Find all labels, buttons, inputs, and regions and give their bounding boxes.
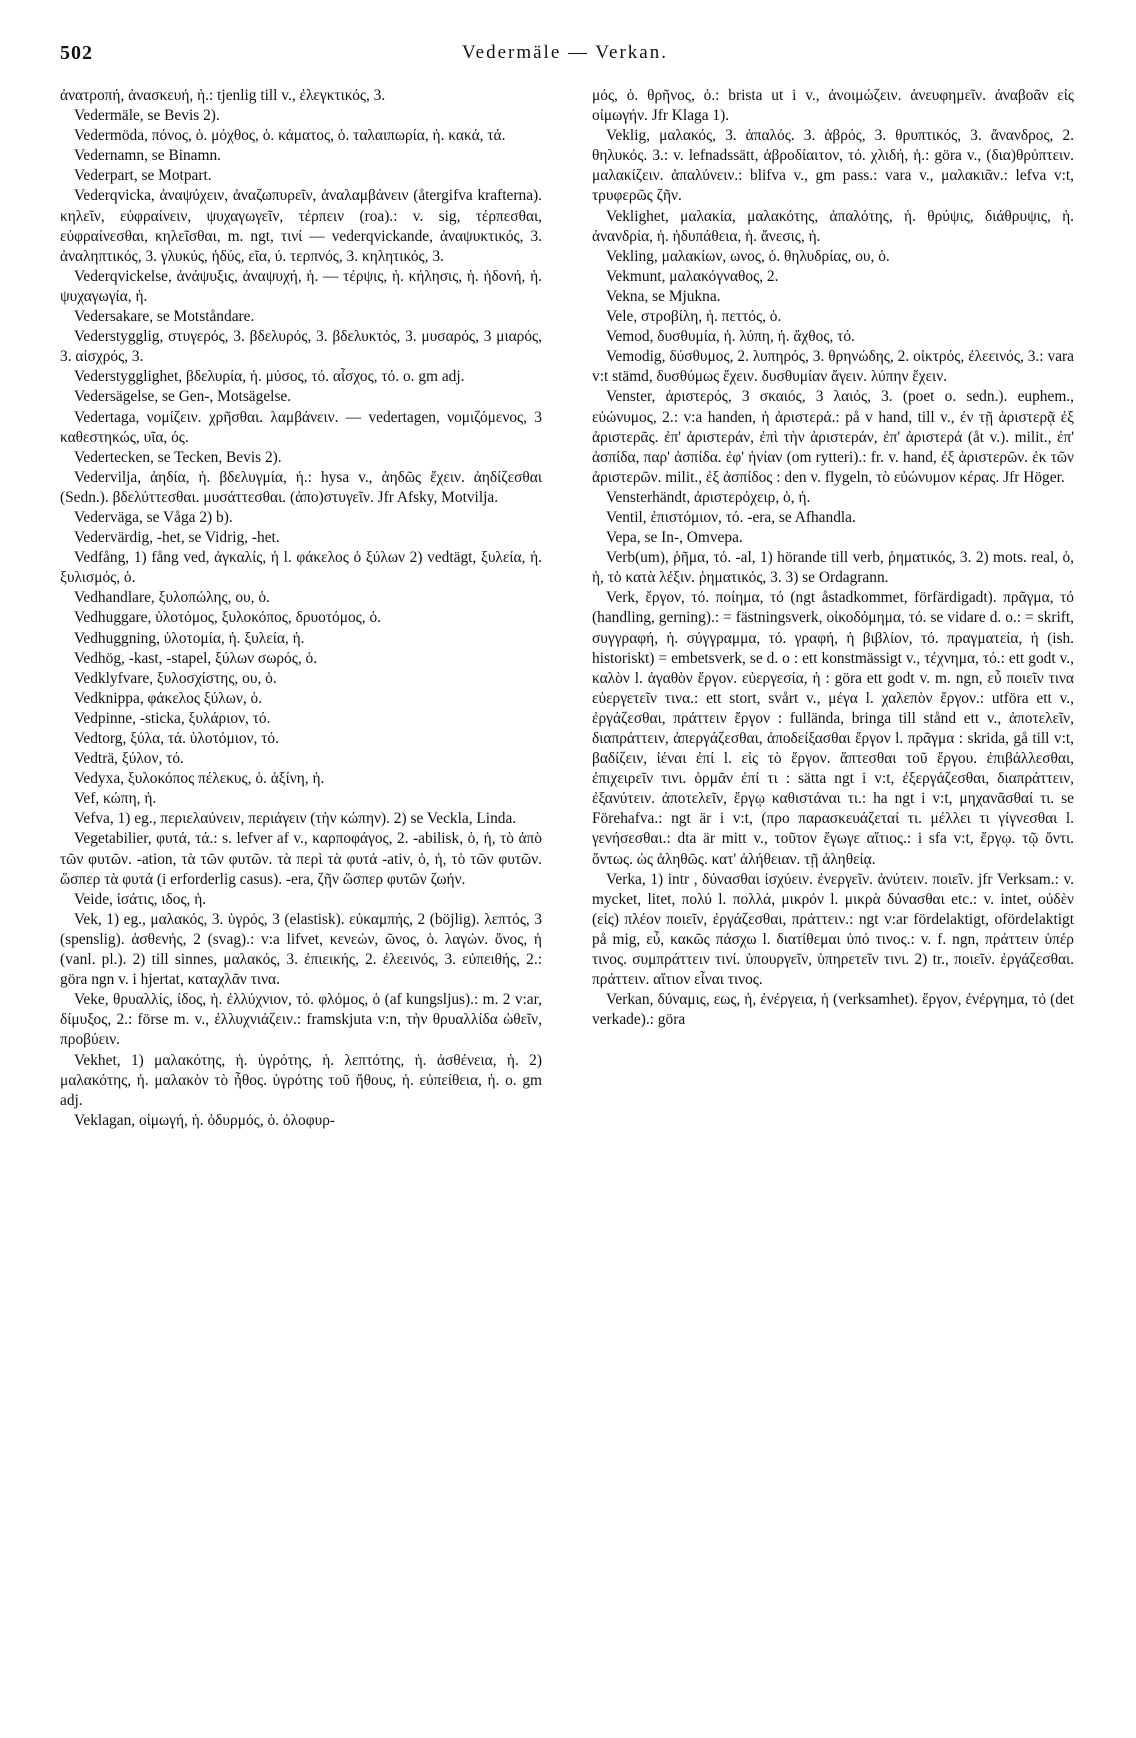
dictionary-entry: Vedernamn, se Binamn. (74, 147, 222, 165)
dictionary-entry: Verka, 1) intr , δύνασθαι ἰσχύειν. ἐνεργεῖν. ἀνύτειν. ποιεῖν. jfr Verksam.: v. mycket, litet, πολύ l. πολλά, μικρόν l. μικρὰ δύνασθαι etc.: v. intet, οὐδὲν (εἰς) πλέον ποιεῖν, ἐργάζεσθαι, πράττειν.: ngt v:ar fördelaktigt, ofördelaktigt på mig, εὖ, κακῶς πάσχω l. διατίθεμαι ὑπό τινος.: v. f. ngn, πράττειν ὑπέρ τινος. συμπράττειν τινί. ὑπουργεῖν, ὑπηρετεῖν τινι. 2) tr., ποιεῖν. ἐργάζεσθαι. πράττειν. αἴτιον εἶναι τινος. (592, 870, 1074, 989)
dictionary-entry: Vedertecken, se Tecken, Bevis 2). (74, 448, 282, 466)
right-column (592, 86, 1074, 1030)
dictionary-entry: Veke, θρυαλλίς, ίδος, ἡ. ἐλλύχνιον, τό. φλόμος, ὁ (af kungsljus).: m. 2 v:ar, δίμυξος, 2.: förse m. v., ἐλλυχνιάζειν.: framskjuta v:n, τὴν θρυαλλίδα ὠθεῖν, προβύειν. (60, 991, 542, 1049)
dictionary-entry: Veide, ἰσάτις, ιδος, ἡ. (74, 890, 207, 908)
dictionary-entry: Vedhuggare, ὑλοτόμος, ξυλοκόπος, δρυοτόμος, ὁ. (74, 609, 382, 627)
dictionary-entry: Veklig, μαλακός, 3. ἁπαλός. 3. ἁβρός, 3. θρυπτικός, 3. ἄνανδρος, 2. θηλυκός. 3.: v. lefnadssätt, ἁβροδίαιτον, τό. χλιδή, ἡ.: göra v., (δια)θρύπτειν. μαλακίζειν. ἁπαλύνειν.: blifva v., gm pass.: vara v., μαλακιᾶν.: lefva v:t, τρυφερῶς ζῆν. (592, 127, 1074, 205)
dictionary-entry: Vedervilja, ἀηδία, ἡ. βδελυγμία, ἡ.: hysa v., ἀηδῶς ἔχειν. ἀηδίζεσθαι (Sedn.). βδελύττεσθαι. μυσάττεσθαι. (ἀπο)στυγεῖν. Jfr Afsky, Motvilja. (60, 468, 542, 506)
dictionary-entry: Vensterhändt, ἀριστερόχειρ, ὁ, ἡ. (606, 488, 811, 506)
dictionary-entry: Vederqvicka, ἀναψύχειν, ἀναζωπυρεῖν, ἀναλαμβάνειν (återgifva krafterna). κηλεῖν, εὐφραίνειν, ψυχαγωγεῖν, τέρπειν (roa).: v. sig, τέρπεσθαι, εὐφραίνεσθαι, κηλεῖσθαι, m. ngt, τινί — vederqvickande, ἀναψυκτικός, 3. ἀναληπτικός, 3. γλυκύς, ἡδύς, εῖα, ύ. τερπνός, 3. κηλητικός, 3. (60, 187, 542, 265)
dictionary-entry: Vederpart, se Motpart. (74, 167, 212, 185)
dictionary-entry: Verkan, δύναμις, εως, ἡ, ἐνέργεια, ἡ (verksamhet). ἔργον, ἐνέργημα, τό (det verkade).: göra (592, 991, 1074, 1029)
dictionary-entry: Vekhet, 1) μαλακότης, ἡ. ὑγρότης, ἡ. λεπτότης, ἡ. ἀσθένεια, ἡ. 2) μαλακότης, ἡ. μαλακὸν τὸ ἦθος. ὑγρότης τοῦ ἤθους, ἡ. εὐπείθεια, ἡ. o. gm adj. (60, 1051, 542, 1109)
dictionary-entry: Vedhuggning, ὑλοτομία, ἡ. ξυλεία, ἡ. (74, 629, 305, 647)
dictionary-entry: Vekmunt, μαλακόγναθος, 2. (606, 267, 779, 285)
dictionary-entry: Vedtorg, ξύλα, τά. ὑλοτόμιον, τό. (74, 730, 279, 747)
running-title: Vedermäle — Verkan. (462, 42, 668, 63)
dictionary-entry: Vedersägelse, se Gen-, Motsägelse. (74, 388, 292, 406)
dictionary-entry: Vedknippa, φάκελος ξύλων, ὁ. (74, 689, 263, 707)
dictionary-entry: Vedersakare, se Motståndare. (74, 308, 255, 326)
dictionary-entry: Vemod, δυσθυμία, ἡ. λύπη, ἡ. ἄχθος, τό. (606, 328, 855, 346)
page-header (60, 42, 1070, 72)
dictionary-entry: Vefva, 1) eg., περιελαύνειν, περιάγειν (τὴν κώπην). 2) se Veckla, Linda. (74, 810, 517, 828)
dictionary-entry: Vedfång, 1) fång ved, ἀγκαλίς, ἡ l. φάκελος ὁ ξύλων 2) vedtägt, ξυλεία, ἡ. ξυλισμός, ὁ. (60, 549, 542, 587)
dictionary-entry: Vederqvickelse, ἀνάψυξις, ἀναψυχή, ἡ. — τέρψις, ἡ. κήλησις, ἡ. ἡδονή, ἡ. ψυχαγωγία, ἡ. (60, 267, 542, 305)
dictionary-entry: Vef, κώπη, ἡ. (74, 790, 157, 808)
dictionary-entry: ἀνατροπή, ἀνασκευή, ἡ.: tjenlig till v., ἐλεγκτικός, 3. (60, 87, 386, 104)
dictionary-entry: Ventil, ἐπιστόμιον, τό. -era, se Afhandla. (606, 508, 856, 526)
dictionary-entry: Verb(um), ῥῆμα, τό. -al, 1) hörande till verb, ῥηματικός, 3. 2) mots. real, ὁ, ἡ, τὸ κατὰ λέξιν. ῥηματικός, 3. 3) se Ordagrann. (592, 549, 1074, 587)
dictionary-entry: Vegetabilier, φυτά, τά.: s. lefver af v., καρποφάγος, 2. -abilisk, ὁ, ἡ, τὸ ἀπὸ τῶν φυτῶν. -ation, τὰ τῶν φυτῶν. τὰ περὶ τὰ φυτά -ativ, ὁ, ἡ, τὸ τῶν φυτῶν. ὥσπερ τὰ φυτά (i erforderlig casus). -era, ζῆν ὥσπερ φυτῶν ζωήν. (60, 830, 542, 888)
dictionary-entry: Vederstygglighet, βδελυρία, ἡ. μύσος, τό. αἶσχος, τό. o. gm adj. (74, 368, 465, 386)
dictionary-entry: Vedhög, -kast, -stapel, ξύλων σωρός, ὁ. (74, 649, 318, 667)
dictionary-entry: Vedermöda, πόνος, ὁ. μόχθος, ὁ. κάματος, ὁ. ταλαιπωρία, ἡ. κακά, τά. (74, 127, 506, 145)
dictionary-entry: Vekna, se Mjukna. (606, 287, 721, 305)
dictionary-entry: Verk, ἔργον, τό. ποίημα, τό (ngt åstadkommet, förfärdigadt). πρᾶγμα, τό (handling, gerning).: = fästningsverk, οἰκοδόμημα, τό. se vidare d. o.: = skrift, συγγραφή, ἡ. σύγγραμμα, τό. γραφή, ἡ βιβλίον, τό. πραγματεία, ἡ (ish. historiskt) = embetsverk, se d. o : ett konstmässigt v., τέχνημα, τό.: ett godt v., καλὸν l. ἀγαθὸν ἔργον. εὐεργεσία, ἡ : göra ett godt v. m. ngn, εὖ ποιεῖν τινα εὐεργετεῖν τινα.: ett stort, svårt v., μέγα l. χαλεπὸν ἔργον.: utföra ett v., ἐργάζεσθαι, πράττειν ἔργον : fullända, bringa till stånd ett v., ἀποτελεῖν, διαπράττειν, ἀπεργάζεσθαι, ἀποδείξασθαι ἔργον l. πρᾶγμα : skrida, gå till v:t, βαδίζειν, ἰέναι ἐπί l. εἰς τὸ ἔργον. ἅπτεσθαι τοῦ ἔργου. ἐπιβάλλεσθαι, ἐπιχειρεῖν τινι. ὁρμᾶν ἐπί τι : sätta ngt i v:t, ἐξεργάζεσθαι, διαπράττειν, ἐξανύτειν. ἀποτελεῖν, ἔργῳ καθιστάναι τι.: ha ngt i v:t, μηχανᾶσθαί τι. se Förehafva.: ngt är i v:t, (προ παρασκευάζεταί τι. μέλλει τι γίγνεσθαι l. γενήσεσθαι.: dta är mitt v., τοῦτον ἔγωγε αἴτιος.: i sfa v:t, ἔργῳ. τῷ ὄντι. ὄντως. ὡς ἀληθῶς. κατ' ἀλήθειαν. τῇ ἀληθείᾳ. (592, 589, 1075, 868)
dictionary-entry: Vepa, se In-, Omvepa. (606, 529, 743, 547)
dictionary-entry: μός, ὁ. θρῆνος, ὁ.: brista ut i v., ἀνοιμώζειν. ἀνευφημεῖν. ἀναβοᾶν εἰς οἰμωγήν. Jfr Klaga 1). (592, 87, 1074, 125)
left-column (60, 86, 542, 1131)
dictionary-entry: Vek, 1) eg., μαλακός, 3. ὑγρός, 3 (elastisk). εὐκαμπής, 2 (böjlig). λεπτός, 3 (spenslig). ἀσθενής, 2 (svag).: v:a lifvet, κενεών, ῶνος, ὁ. λαγών. ὄνος, ἡ (vanl. pl.). 2) till sinnes, μαλακός, 3. ἐπιεικής, 2. ἐλεεινός, 3. εὐπειθής, 2.: göra ngn v. i hjertat, καταχλᾶν τινα. (60, 910, 542, 989)
dictionary-entry: Vedklyfvare, ξυλοσχίστης, ου, ὁ. (74, 669, 277, 687)
dictionary-entry: Vekling, μαλακίων, ωνος, ὁ. θηλυδρίας, ου, ὁ. (606, 247, 890, 265)
dictionary-entry: Vedyxa, ξυλοκόπος πέλεκυς, ὁ. ἀξίνη, ἡ. (74, 770, 325, 788)
dictionary-entry: Vele, στροβίλη, ἡ. πεττός, ὁ. (606, 308, 782, 326)
dictionary-entry: Vederstygglig, στυγερός, 3. βδελυρός, 3. βδελυκτός, 3. μυσαρός, 3 μιαρός, 3. αἰσχρός, 3. (60, 328, 542, 366)
dictionary-entry: Vemodig, δύσθυμος, 2. λυπηρός, 3. θρηνώδης, 2. οἰκτρός, ἐλεεινός, 3.: vara v:t stämd, δυσθύμως ἔχειν. δυσθυμίαν ἄγειν. λύπην ἔχειν. (592, 348, 1074, 386)
dictionary-entry: Vedermäle, se Bevis 2). (74, 107, 220, 125)
dictionary-entry: Vedhandlare, ξυλοπώλης, ου, ὁ. (74, 589, 270, 607)
dictionary-entry: Veklagan, οἰμωγή, ἡ. ὀδυρμός, ὁ. ὀλοφυρ- (74, 1111, 336, 1129)
dictionary-entry: Veklighet, μαλακία, μαλακότης, ἁπαλότης, ἡ. θρύψις, διάθρυψις, ἡ. ἀνανδρία, ἡ. ἡδυπάθεια, ἡ. ἄνεσις, ἡ. (592, 207, 1074, 245)
dictionary-entry: Vedträ, ξύλον, τό. (74, 750, 184, 768)
dictionary-entry: Vedpinne, -sticka, ξυλάριον, τό. (74, 709, 271, 727)
dictionary-entry: Vederväga, se Våga 2) b). (74, 508, 233, 526)
page-number: 502 (60, 42, 93, 64)
dictionary-entry: Vedertaga, νομίζειν. χρῆσθαι. λαμβάνειν. — vedertagen, νομιζόμενος, 3 καθεστηκώς, υῖα, ός. (60, 408, 542, 446)
dictionary-entry: Vedervärdig, -het, se Vidrig, -het. (74, 529, 280, 547)
dictionary-entry: Venster, ἀριστερός, 3 σκαιός, 3 λαιός, 3. (poet o. sedn.). euphem., εὐώνυμος, 2.: v:a handen, ἡ ἀριστερά.: på v hand, till v., ἐν τῇ ἀριστερᾷ ἐξ ἀριστερᾶς. ἐπ' ἀριστεράν, ἐπὶ τὴν ἀριστεράν, ἐπ' ἀριστερά (åt v.). milit., ἐπ' ἀσπίδα, παρ' ἀσπίδα. ἐφ' ἡνίαν (om rytteri).: fr. v. hand, ἐξ ἀριστερῶν. ἐκ τῶν ἀριστερῶν. milit., ἐξ ἀσπίδος : den v. flygeln, τὸ εὐώνυμον κέρας. Jfr Höger. (592, 388, 1074, 486)
